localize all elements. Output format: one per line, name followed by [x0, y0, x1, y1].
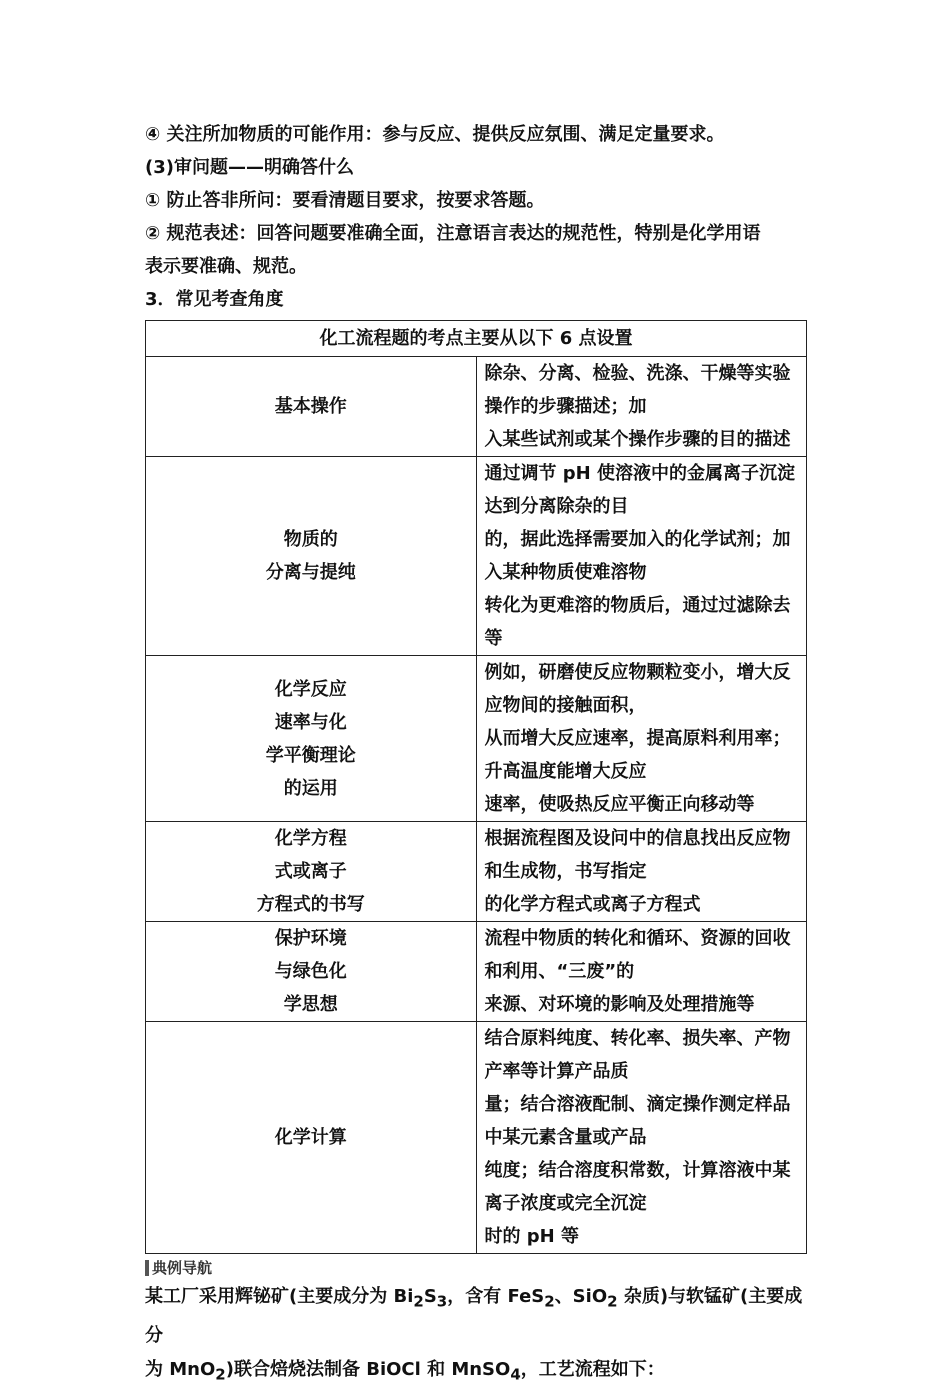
example-line: 某工厂采用辉铋矿(主要成分为 $Bi_2S_3$，含有 FeS$_2$、SiO$_2$ 杂质)与软锰矿(主要成分	[145, 1286, 803, 1346]
intro-line: ② 规范表述：回答问题要准确全面，注意语言表达的规范性，特别是化学用语	[145, 223, 761, 244]
category-line: 保护环境	[274, 928, 347, 949]
table-header: 化工流程题的考点主要从以下 6 点设置	[146, 321, 807, 357]
category-line: 物质的	[283, 529, 338, 550]
category-line: 的运用	[283, 777, 338, 799]
description-line: 流程中物质的转化和循环、资源的回收和利用、“三废”的	[484, 928, 791, 982]
description-line: 根据流程图及设问中的信息找出反应物和生成物，书写指定	[484, 828, 791, 882]
intro-line: 表示要准确、规范。	[145, 256, 307, 277]
description-line: 通过调节 pH 使溶液中的金属离子沉淀达到分离除杂的目	[484, 463, 795, 517]
category-line: 化学方程	[274, 828, 347, 849]
category-line: 速率与化	[274, 711, 347, 733]
category-line: 式或离子	[274, 861, 347, 882]
category-cell	[146, 1022, 477, 1254]
description-cell	[476, 457, 807, 656]
category-cell	[146, 822, 477, 922]
description-line: 速率，使吸热反应平衡正向移动等	[484, 794, 755, 815]
category-cell	[146, 922, 477, 1022]
description-line: 从而增大反应速率，提高原料利用率；升高温度能增大反应	[484, 728, 791, 782]
description-line: 纯度；结合溶度积常数，计算溶液中某离子浓度或完全沉淀	[484, 1160, 791, 1214]
category-line: 与绿色化	[274, 961, 347, 982]
exam-points-table	[145, 320, 807, 1254]
category-cell	[146, 457, 477, 656]
table-header-row	[146, 321, 807, 357]
description-line: 的化学方程式或离子方程式	[484, 894, 701, 915]
table-row	[146, 822, 807, 922]
section-title: 3．常见考查角度	[145, 289, 284, 310]
category-cell	[146, 656, 477, 822]
table-row	[146, 922, 807, 1022]
intro-line: ① 防止答非所问：要看清题目要求，按要求答题。	[145, 190, 545, 211]
label-bar-icon	[145, 1260, 149, 1276]
category-cell	[146, 357, 477, 457]
table-row	[146, 1022, 807, 1254]
table-row	[146, 357, 807, 457]
category-line: 方程式的书写	[256, 894, 365, 915]
intro-line: (3)审问题——明确答什么	[145, 157, 354, 178]
description-cell	[476, 922, 807, 1022]
table-row	[146, 457, 807, 656]
content	[145, 118, 807, 1391]
description-line: 的，据此选择需要加入的化学试剂；加入某种物质使难溶物	[484, 529, 791, 583]
category-line: 基本操作	[274, 396, 347, 417]
description-cell	[476, 656, 807, 822]
description-line: 结合原料纯度、转化率、损失率、产物产率等计算产品质	[484, 1028, 791, 1082]
category-line: 分离与提纯	[265, 562, 356, 583]
example-nav-label	[145, 1256, 807, 1280]
description-cell	[476, 357, 807, 457]
description-line: 例如，研磨使反应物颗粒变小，增大反应物间的接触面积，	[484, 662, 791, 716]
table-row	[146, 656, 807, 822]
example-nav-text: 典例导航	[152, 1259, 213, 1277]
category-line: 化学反应	[274, 678, 347, 700]
description-line: 来源、对环境的影响及处理措施等	[484, 994, 755, 1015]
category-line: 学平衡理论	[265, 744, 356, 766]
description-line: 入某些试剂或某个操作步骤的目的描述	[484, 429, 791, 450]
intro-line: ④ 关注所加物质的可能作用：参与反应、提供反应氛围、满足定量要求。	[145, 124, 725, 145]
example-line: 为 MnO$_2$)联合焙烧法制备 BiOCl 和 MnSO$_4$，工艺流程如下：	[145, 1358, 665, 1384]
description-line: 转化为更难溶的物质后，通过过滤除去等	[484, 595, 791, 649]
description-cell	[476, 822, 807, 922]
category-line: 化学计算	[274, 1127, 347, 1148]
description-line: 时的 pH 等	[484, 1226, 579, 1247]
category-line: 学思想	[283, 994, 338, 1015]
description-cell	[476, 1022, 807, 1254]
description-line: 量；结合溶液配制、滴定操作测定样品中某元素含量或产品	[484, 1094, 791, 1148]
description-line: 除杂、分离、检验、洗涤、干燥等实验操作的步骤描述；加	[484, 363, 791, 417]
